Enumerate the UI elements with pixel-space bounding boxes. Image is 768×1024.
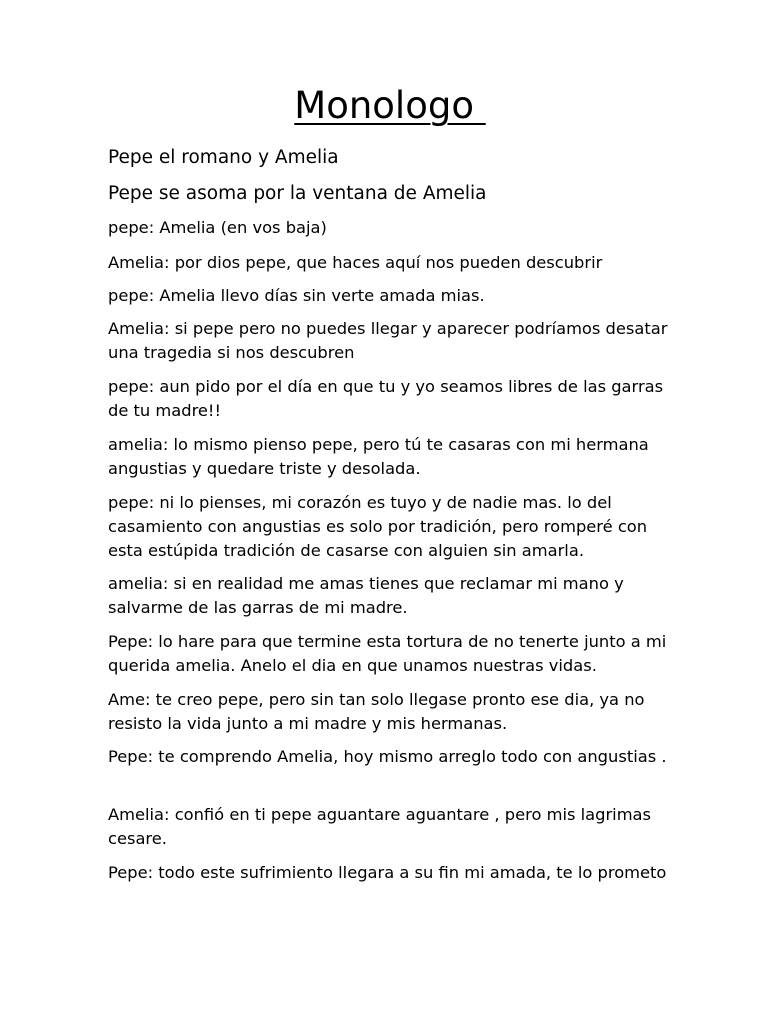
dialogue-line: amelia: si en realidad me amas tienes que reclamar mi mano y salvarme de las garras de mi madre. (108, 574, 624, 617)
dialogue-line: Pepe: te comprendo Amelia, hoy mismo arreglo todo con angustias . (108, 747, 667, 766)
dialogue-line: amelia: lo mismo pienso pepe, pero tú te casaras con mi hermana angustias y quedare triste y desolada. (108, 435, 649, 478)
dialogue-line: Amelia: por dios pepe, que haces aquí nos pueden descubrir (108, 253, 603, 272)
dialogue-line: Amelia: si pepe pero no puedes llegar y aparecer podríamos desatar una tragedia si nos descubren (108, 319, 668, 362)
dialogue-line: Pepe: lo hare para que termine esta tortura de no tenerte junto a mi querida amelia. Anelo el dia en que unamos nuestras vidas. (108, 632, 667, 675)
document-title: Monologo (294, 84, 486, 127)
subtitle-scene: Pepe se asoma por la ventana de Amelia (108, 183, 487, 204)
dialogue-line: pepe: Amelia (en vos baja) (108, 218, 327, 237)
subtitle-characters: Pepe el romano y Amelia (108, 147, 339, 168)
dialogue-line: Amelia: confió en ti pepe aguantare aguantare , pero mis lagrimas cesare. (108, 805, 652, 848)
dialogue-line: Ame: te creo pepe, pero sin tan solo llegase pronto ese dia, ya no resisto la vida junto a mi madre y mis hermanas. (108, 690, 645, 733)
dialogue-line: Pepe: todo este sufrimiento llegara a su fin mi amada, te lo prometo (108, 863, 667, 882)
dialogue-line: pepe: Amelia llevo días sin verte amada mias. (108, 286, 485, 305)
dialogue-line: pepe: ni lo pienses, mi corazón es tuyo y de nadie mas. lo del casamiento con angustias es solo por tradición, pero romperé con esta estúpida tradición de casarse con alguien sin amarla. (108, 493, 648, 560)
dialogue-line: pepe: aun pido por el día en que tu y yo seamos libres de las garras de tu madre!! (108, 377, 664, 420)
